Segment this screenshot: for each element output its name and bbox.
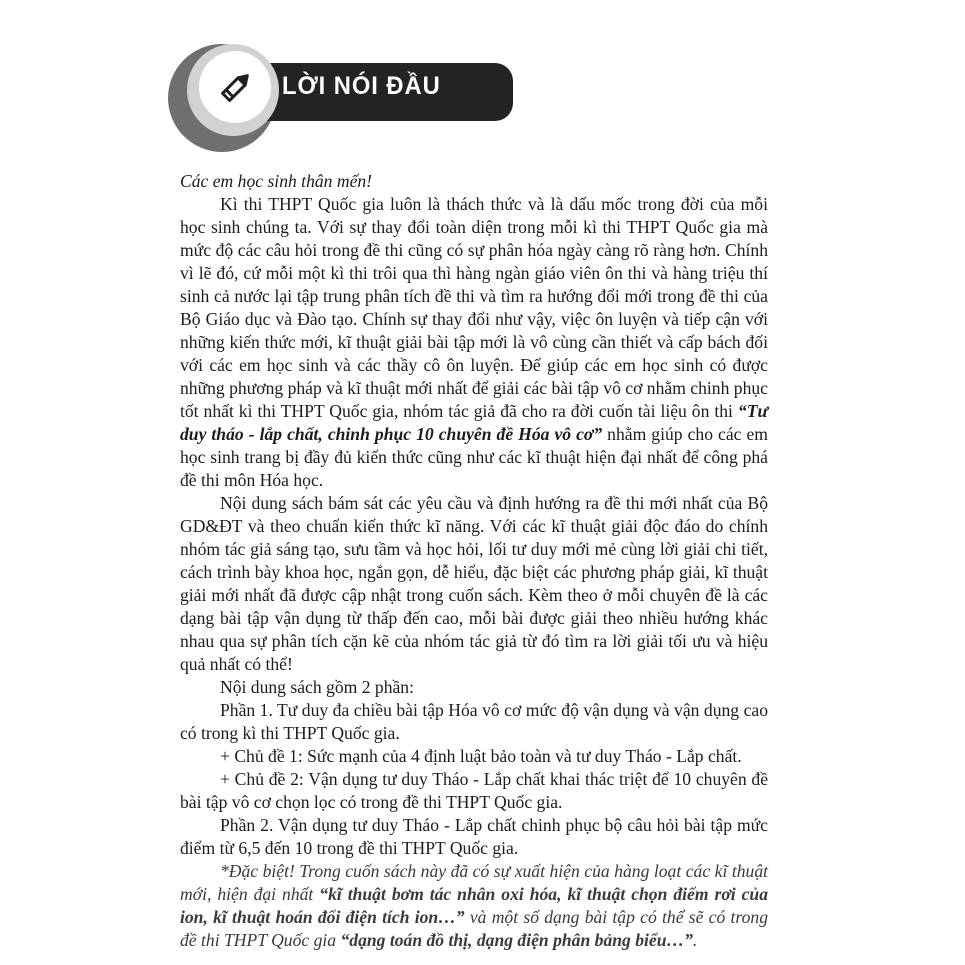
paragraph-part-2: Phần 2. Vận dụng tư duy Tháo - Lắp chất chinh phục bộ câu hỏi bài tập mức điểm từ 6,5 đến 10 trong đề thi THPT Quốc gia. — [180, 815, 768, 858]
paragraph-intro-text-1: Kì thi THPT Quốc gia luôn là thách thức và là dấu mốc trong đời của mỗi học sinh chúng ta. Với sự thay đổi toàn diện trong mỗi kì thi THPT Quốc gia mà mức độ các câu hỏi trong đề thi cũng có sự phân hóa ngày càng rõ ràng hơn. Chính vì lẽ đó, cứ mỗi một kì thi trôi qua thì hàng ngàn giáo viên ôn thi và hàng triệu thí sinh cả nước lại tập trung phân tích đề thi và tìm ra hướng đổi mới trong đề thi của Bộ Giáo dục và Đào tạo. Chính sự thay đổi như vậy, việc ôn luyện và tiếp cận với những kiến thức mới, kĩ thuật giải bài tập mới là vô cùng cần thiết và cấp bách đối với các em học sinh và các thầy cô ôn luyện. Để giúp các em học sinh có được những phương pháp và kĩ thuật mới nhất để giải các bài tập vô cơ nhằm chinh phục tốt nhất kì thi THPT Quốc gia, nhóm tác giả đã cho ra đời cuốn tài liệu ôn thi — [180, 194, 768, 421]
paragraph-structure: Nội dung sách gồm 2 phần: — [220, 677, 414, 697]
paragraph-special-text-2: và một số dạng bài tập có thể sẽ có trong đề thi THPT Quốc gia — [180, 907, 768, 950]
paragraph-content: Nội dung sách bám sát các yêu cầu và định hướng ra đề thi mới nhất của Bộ GD&ĐT và theo chuẩn kiến thức kĩ năng. Với các kĩ thuật giải độc đáo do chính nhóm tác giả sáng tạo, sưu tầm và học hỏi, lối tư duy mới mẻ cùng lời giải chi tiết, cách trình bày khoa học, ngắn gọn, dễ hiểu, đặc biệt các phương pháp giải, kĩ thuật giải mới nhất đã được cập nhật trong cuốn sách. Kèm theo ở mỗi chuyên đề là các dạng bài tập vận dụng từ thấp đến cao, mỗi bài được giải theo nhiều hướng khác nhau qua sự phân tích cặn kẽ của nhóm tác giả từ đó tìm ra lời giải tối ưu và hiệu quả nhất có thể! — [180, 493, 768, 674]
paragraph-topic-2: + Chủ đề 2: Vận dụng tư duy Tháo - Lắp chất khai thác triệt để 10 chuyên đề bài tập vô cơ chọn lọc có trong đề thi THPT Quốc gia. — [180, 769, 768, 812]
paragraph-intro — [180, 193, 768, 492]
greeting: Các em học sinh thân mến! — [180, 171, 373, 191]
paragraph-intro-text-2: nhằm giúp cho các em học sinh trang bị đầy đủ kiến thức cũng như các kĩ thuật hiện đại nhất để công phá đề thi môn Hóa học. — [180, 424, 768, 490]
pencil-icon — [216, 67, 256, 107]
special-techniques: “kĩ thuật bơm tác nhân oxi hóa, kĩ thuật chọn điểm rơi của ion, kĩ thuật hoán đổi điện tích ion…” — [180, 884, 769, 927]
paragraph-special — [180, 860, 768, 952]
paragraph-special-text-1: *Đặc biệt! Trong cuốn sách này đã có sự xuất hiện của hàng loạt các kĩ thuật mới, hiện đại nhất — [180, 861, 768, 904]
foreword-body — [180, 170, 768, 952]
special-exam-types: “dạng toán đồ thị, dạng điện phân bảng biểu…” — [340, 930, 693, 950]
page-title: LỜI NÓI ĐẦU — [282, 72, 441, 100]
paragraph-part-1: Phần 1. Tư duy đa chiều bài tập Hóa vô cơ mức độ vận dụng và vận dụng cao có trong kì thi THPT Quốc gia. — [180, 700, 768, 743]
book-title: “Tư duy tháo - lắp chất, chinh phục 10 chuyên đề Hóa vô cơ” — [180, 401, 768, 444]
paragraph-topic-1: + Chủ đề 1: Sức mạnh của 4 định luật bảo toàn và tư duy Tháo - Lắp chất. — [220, 746, 742, 766]
paragraph-special-end: . — [692, 930, 698, 950]
